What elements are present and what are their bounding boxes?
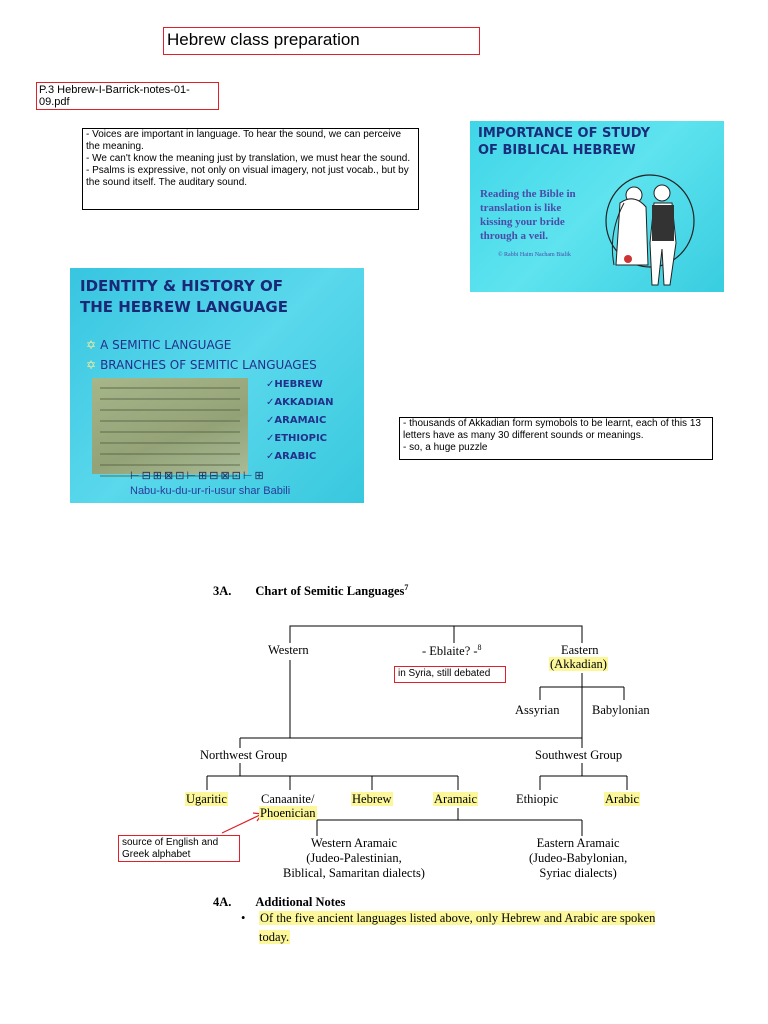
slide-title-line: IMPORTANCE OF STUDY <box>478 126 651 141</box>
star-of-david-icon: ✡ <box>86 358 97 372</box>
note-line: - thousands of Akkadian form symobols to be learnt, each of this 13 letters have as many 30 different sounds or meanings. <box>403 418 701 441</box>
node-western-aramaic: Western Aramaic (Judeo-Palestinian, Biblical, Samaritan dialects) <box>283 836 425 880</box>
slide-caption: Nabu-ku-du-ur-ri-usur shar Babili <box>130 485 291 497</box>
notes-line: - Voices are important in language. To hear the sound, we can perceive the meaning. <box>86 129 402 152</box>
node-eastern: Eastern <box>561 643 599 657</box>
node-phoenician: Phoenician <box>260 806 316 820</box>
slide-check-item: ✓HEBREW <box>266 379 323 390</box>
slide-bullet: ✡ BRANCHES OF SEMITIC LANGUAGES <box>86 358 317 372</box>
node-hebrew: Hebrew <box>352 792 392 806</box>
alphabet-source-note: source of English and Greek alphabet <box>118 835 240 862</box>
note-line: - so, a huge puzzle <box>403 442 488 453</box>
node-ugaritic: Ugaritic <box>186 792 227 806</box>
slide-check-item: ✓ARAMAIC <box>266 415 327 426</box>
chart-heading: 3A. Chart of Semitic Languages$^7$ <box>213 583 409 599</box>
node-assyrian: Assyrian <box>515 703 560 717</box>
node-arabic: Arabic <box>605 792 640 806</box>
slide-check-item: ✓ETHIOPIC <box>266 433 328 444</box>
node-eblaite: - Eblaite? -$^8$ <box>422 643 482 659</box>
node-southwest-group: Southwest Group <box>535 748 623 762</box>
additional-notes-bullet: • Of the five ancient languages listed above, only Hebrew and Arabic are spoken today. <box>241 911 656 944</box>
notes-line: - Psalms is expressive, not only on visual imagery, not just vocab., but by the sound itself. The auditary sound. <box>86 165 409 188</box>
slide-check-item: ✓ARABIC <box>266 451 317 462</box>
slide-title-line: OF BIBLICAL HEBREW <box>478 143 636 158</box>
additional-notes-heading: 4A. Additional Notes <box>213 895 346 909</box>
node-akkadian: (Akkadian) <box>550 657 607 671</box>
slide-title-line: THE HEBREW LANGUAGE <box>80 298 288 316</box>
node-northwest-group: Northwest Group <box>200 748 288 762</box>
node-western: Western <box>268 643 309 657</box>
star-of-david-icon: ✡ <box>86 338 97 352</box>
notes-line: - We can't know the meaning just by translation, we must hear the sound. <box>86 153 411 164</box>
slide-bullet: ✡ A SEMITIC LANGUAGE <box>86 338 232 352</box>
cuneiform-glyphs: ⊢⊟⊞⊠⊡⊢⊞⊟⊠⊡⊢⊞ <box>130 470 266 482</box>
slide-quote: Reading the Bible in translation is like kissing your bride through a veil. <box>480 188 576 242</box>
node-babylonian: Babylonian <box>592 703 650 717</box>
node-ethiopic: Ethiopic <box>516 792 559 806</box>
red-arrow <box>222 813 262 833</box>
node-aramaic: Aramaic <box>434 792 478 806</box>
file-note: P.3 Hebrew-I-Barrick-notes-01-09.pdf <box>36 82 219 110</box>
page-title: Hebrew class preparation <box>163 27 480 55</box>
slide-title-line: IDENTITY & HISTORY OF <box>80 277 283 295</box>
node-eastern-aramaic: Eastern Aramaic (Judeo-Babylonian, Syriac dialects) <box>529 836 628 880</box>
slide-check-item: ✓AKKADIAN <box>266 397 334 408</box>
bullet-icon: • <box>241 911 246 925</box>
syria-note: in Syria, still debated <box>394 666 506 683</box>
slide-attribution: © Rabbi Haim Nacham Bialik <box>498 252 571 258</box>
node-canaanite: Canaanite/ <box>261 792 315 806</box>
